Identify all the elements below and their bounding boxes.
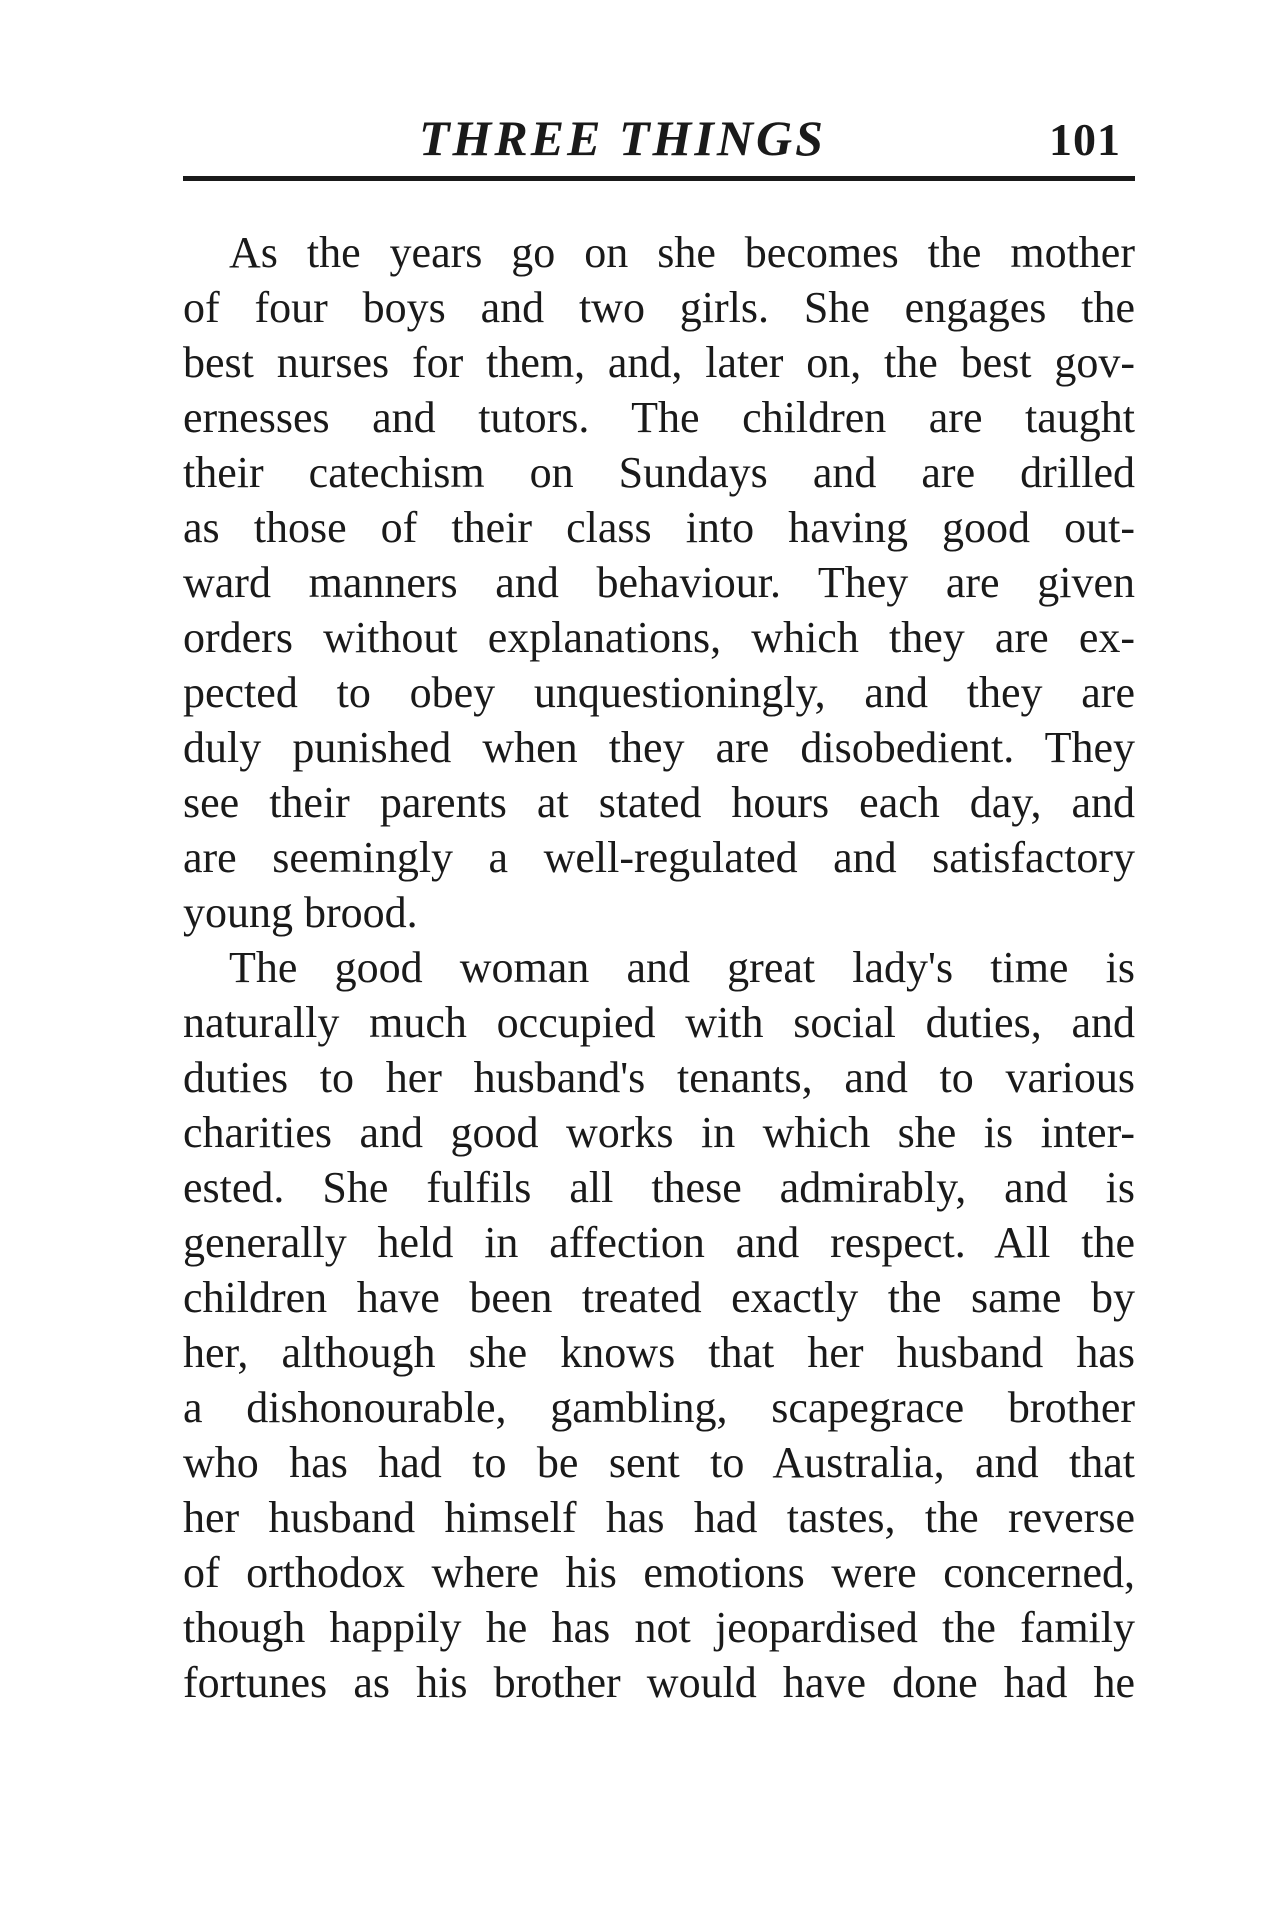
text-line: fortunes as his brother would have done had he xyxy=(183,1658,1135,1707)
text-line: The good woman and great lady's time is xyxy=(229,943,1135,992)
text-line: who has had to be sent to Australia, and that xyxy=(183,1438,1135,1487)
running-head xyxy=(183,108,1133,168)
text-line: her husband himself has had tastes, the reverse xyxy=(183,1493,1135,1542)
text-line: best nurses for them, and, later on, the best gov- xyxy=(183,338,1135,387)
paragraph-1 xyxy=(183,225,1135,940)
text-line: As the years go on she becomes the mother xyxy=(229,228,1135,277)
text-line: her, although she knows that her husband has xyxy=(183,1328,1135,1377)
paragraph-2 xyxy=(183,940,1135,1710)
text-line: of four boys and two girls. She engages the xyxy=(183,283,1135,332)
body-text xyxy=(183,225,1135,1710)
text-line: see their parents at stated hours each day, and xyxy=(183,778,1135,827)
text-line: of orthodox where his emotions were concerned, xyxy=(183,1548,1135,1597)
text-line: pected to obey unquestioningly, and they are xyxy=(183,668,1135,717)
text-line: duly punished when they are disobedient. They xyxy=(183,723,1135,772)
text-line: their catechism on Sundays and are drilled xyxy=(183,448,1135,497)
text-line: as those of their class into having good out- xyxy=(183,503,1135,552)
running-title: THREE THINGS xyxy=(419,110,826,166)
text-line: ernesses and tutors. The children are taught xyxy=(183,393,1135,442)
page-number: 101 xyxy=(1049,114,1121,165)
text-line: though happily he has not jeopardised the family xyxy=(183,1603,1135,1652)
text-line: young brood. xyxy=(183,888,418,937)
text-line: a dishonourable, gambling, scapegrace brother xyxy=(183,1383,1135,1432)
text-line: duties to her husband's tenants, and to various xyxy=(183,1053,1135,1102)
text-line: ward manners and behaviour. They are given xyxy=(183,558,1135,607)
header-rule xyxy=(183,176,1135,181)
text-line: generally held in affection and respect. All the xyxy=(183,1218,1135,1267)
text-line: charities and good works in which she is inter- xyxy=(183,1108,1135,1157)
text-line: are seemingly a well-regulated and satisfactory xyxy=(183,833,1135,882)
text-line: naturally much occupied with social duties, and xyxy=(183,998,1135,1047)
text-line: ested. She fulfils all these admirably, and is xyxy=(183,1163,1135,1212)
text-line: orders without explanations, which they are ex- xyxy=(183,613,1135,662)
text-line: children have been treated exactly the same by xyxy=(183,1273,1135,1322)
